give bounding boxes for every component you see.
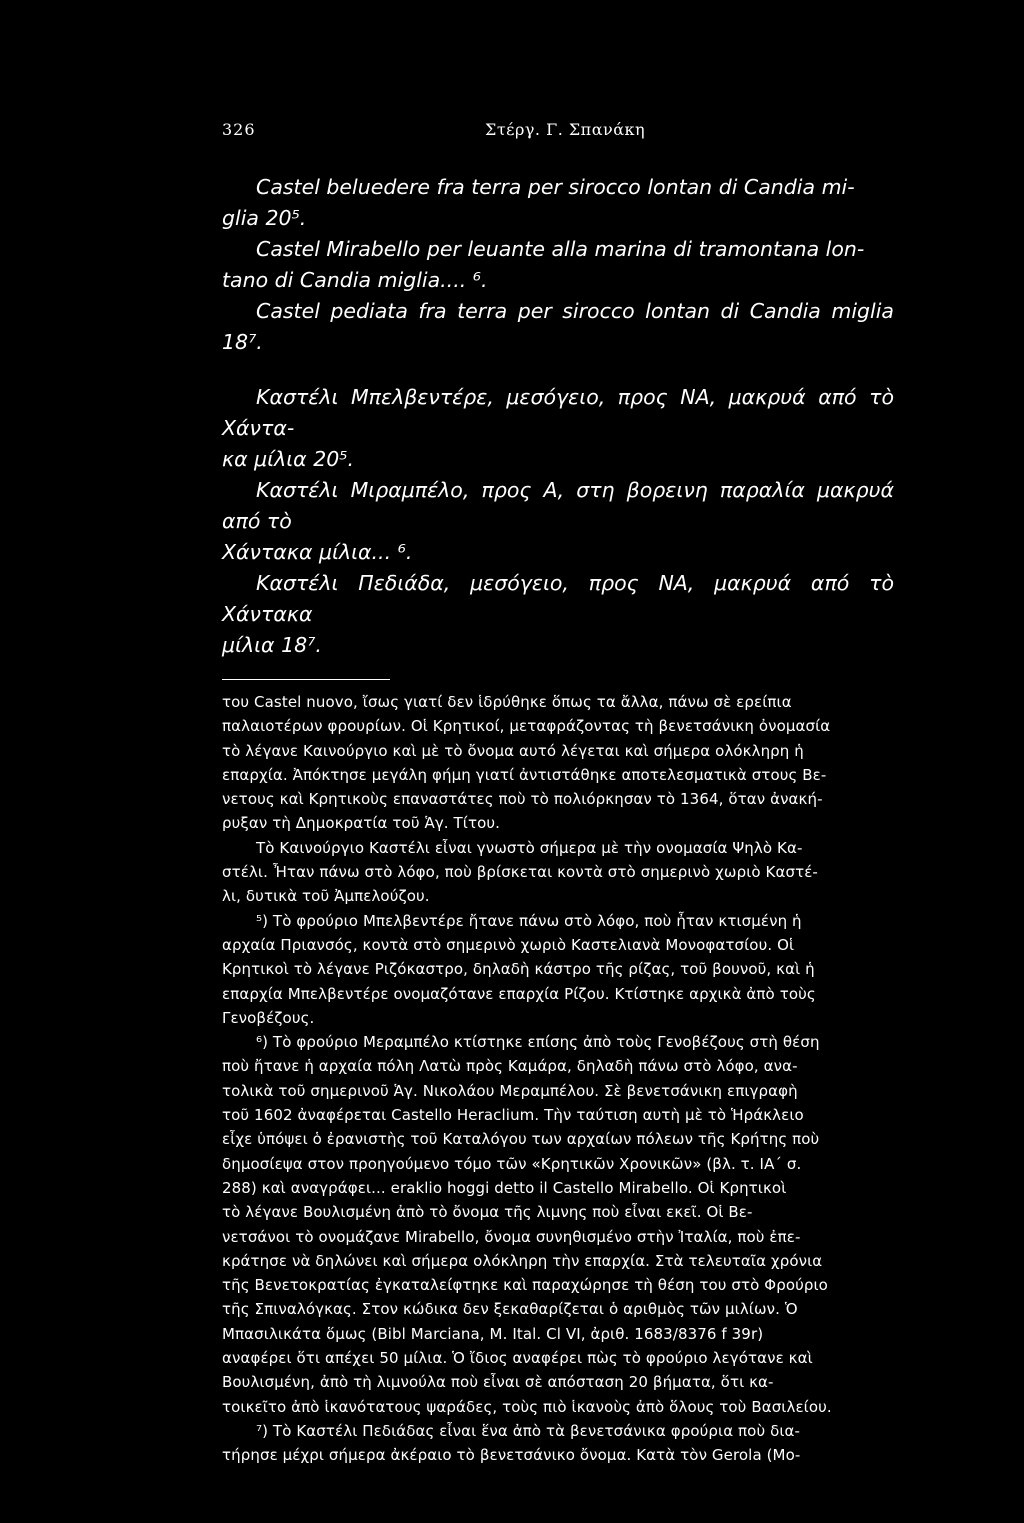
footnote-line: του Castel nuovo, ἴσως γιατί δεν ἱδρύθηκε ὅπως τα ἄλλα, πάνω σὲ ερείπια [222,693,792,711]
greek-line: κα μίλια 20⁵. [222,447,355,471]
footnote-line: Γενοβέζους. [222,1008,315,1027]
footnote-6-line: ⁶) Τὸ φρούριο Μεραμπέλο κτίστηκε επίσης ἀπὸ τοὺς Γενοβέζους στὴ θέση [256,1033,820,1052]
footnote-line: νετσάνοι τὸ ονομάζανε Mirabello, ὄνομα συνηθισμένο στὴν Ἰταλία, ποὺ ἐπε- [222,1227,801,1246]
footnote-line: τῆς Βενετοκρατίας ἐγκαταλείφτηκε καὶ παραχώρησε τὴ θέση του στὸ Φρούριο [222,1276,828,1295]
footnote-line: τολικὰ τοῦ σημερινοῦ Ἁγ. Νικολάου Μεραμπέλου. Σὲ βενετσάνικη επιγραφὴ [222,1081,798,1100]
footnote-line: τὸ λέγανε Καινούργιο καὶ μὲ τὸ ὄνομα αυτό λέγεται καὶ σήμερα ολόκληρη ἡ [222,741,804,760]
footnotes-block [222,690,894,1468]
footnote-line: Βουλισμένη, ἀπὸ τὴ λιμνούλα ποὺ εἶναι σὲ απόσταση 20 βήματα, ὅτι κα- [222,1373,774,1392]
footnote-line: ποὺ ἤτανε ἡ αρχαία πόλη Λατὼ πρὸς Καμάρα, δηλαδὴ πάνω στὸ λόφο, ανα- [222,1057,798,1076]
footnote-line: ρυξαν τὴ Δημοκρατία τοῦ Ἁγ. Τίτου. [222,814,501,833]
footnote-line: Τὸ Καινούργιο Καστέλι εἶναι γνωστὸ σήμερα μὲ τὴν ονομασία Ψηλὸ Κα- [256,838,803,857]
footnote-line: δημοσίεψα στον προηγούμενο τόμο τῶν «Κρητικῶν Χρονικῶν» (βλ. τ. ΙΑ΄ σ. [222,1154,802,1173]
greek-translation-block [222,382,894,661]
footnote-7-line: ⁷) Τὸ Καστέλι Πεδιάδας εἶναι ἕνα ἀπὸ τὰ βενετσάνικα φρούρια ποὺ δια- [256,1421,801,1440]
footnote-line: λι, δυτικὰ τοῦ Ἀμπελούζου. [222,887,430,906]
footnote-line: αρχαία Πριανσός, κοντὰ στὸ σημερινὸ χωριὸ Καστελιανὰ Μονοφατσίου. Οἱ [222,935,795,954]
footnote-line: στέλι. Ἦταν πάνω στὸ λόφο, ποὺ βρίσκεται κοντὰ στὸ σημερινὸ χωριὸ Καστέ- [222,863,818,882]
footnote-line: παλαιοτέρων φρουρίων. Οἱ Κρητικοί, μεταφράζοντας τὴ βενετσάνικη ὀνομασία [222,717,831,736]
footnote-line: 288) καὶ αναγράφει... eraklio hoggi detto il Castello Mirabello. Οἱ Κρητικοὶ [222,1178,787,1197]
footnote-line: Μπασιλικάτα ὅμως (Bibl Marciana, M. Ital. Cl VI, ἀριθ. 1683/8376 f 39r) [222,1324,764,1343]
footnote-line: τοῦ 1602 ἀναφέρεται Castello Heraclium. Τὴν ταύτιση αυτὴ μὲ τὸ Ἡράκλειο [222,1106,804,1125]
page-body [222,172,894,1468]
italian-line: Castel Mirabello per leuante alla marina di tramontana lon- [256,237,865,261]
italian-line: Castel beluedere fra terra per sirocco lontan di Candia mi- [256,175,855,199]
footnote-line: επαρχία Μπελβεντέρε ονομαζότανε επαρχία Ρίζου. Κτίστηκε αρχικὰ ἀπὸ τοὺς [222,984,816,1003]
greek-line: Χάντακα μίλια... ⁶. [222,540,413,564]
footnote-line: τῆς Σπιναλόγκας. Στον κώδικα δεν ξεκαθαρίζεται ὁ αριθμὸς τῶν μιλίων. Ὁ [222,1300,798,1319]
running-head-author: Στέργ. Γ. Σπανάκη [485,120,646,139]
footnote-line: τοικεῖτο ἀπὸ ἱκανότατους ψαράδες, τοὺς πιὸ ἱκανοὺς ἀπὸ ὅλους τοὺ Βασιλείου. [222,1397,832,1416]
footnote-line: Κρητικοὶ τὸ λέγανε Ριζόκαστρο, δηλαδὴ κάστρο τῆς ρίζας, τοῦ βουνοῦ, καὶ ἡ [222,960,815,979]
italian-quote-block [222,172,894,358]
page-number: 326 [222,120,256,139]
footnote-line: τὸ λέγανε Βουλισμένη ἀπὸ τὸ ὄνομα τῆς λιμνης ποὺ εἶναι εκεῖ. Οἱ Βε- [222,1203,753,1222]
footnote-separator [222,679,390,680]
greek-line: Καστέλι Μιραμπέλο, προς Α, στη βορεινη παραλία μακρυά από τὸ [222,478,894,533]
footnote-line: νετους καὶ Κρητικοὺς επαναστάτες ποὺ τὸ πολιόρκησαν τὸ 1364, ὅταν ἀνακή- [222,790,823,809]
greek-line: Καστέλι Μπελβεντέρε, μεσόγειο, προς ΝΑ, μακρυά από τὸ Χάντα- [222,385,894,440]
footnote-line: επαρχία. Ἀπόκτησε μεγάλη φήμη γιατί ἀντιστάθηκε αποτελεσματικὰ στους Βε- [222,765,827,784]
footnote-line: εἶχε ὑπόψει ὁ ἐρανιστὴς τοῦ Καταλόγου των αρχαίων πόλεων τῆς Κρήτης ποὺ [222,1130,820,1149]
italian-line: Castel pediata fra terra per sirocco lontan di Candia miglia 18⁷. [222,299,894,354]
greek-line: Καστέλι Πεδιάδα, μεσόγειο, προς ΝΑ, μακρυά από τὸ Χάντακα [222,571,894,626]
footnote-5-line: ⁵) Τὸ φρούριο Μπελβεντέρε ἤτανε πάνω στὸ λόφο, ποὺ ἦταν κτισμένη ἡ [256,911,802,930]
italian-line: tano di Candia miglia.... ⁶. [222,268,488,292]
footnote-line: αναφέρει ὅτι απέχει 50 μίλια. Ὁ ἴδιος αναφέρει πὼς τὸ φρούριο λεγότανε καὶ [222,1349,813,1368]
italian-line: glia 20⁵. [222,206,307,230]
footnote-line: τήρησε μέχρι σήμερα ἀκέραιο τὸ βενετσάνικο ὄνομα. Κατὰ τὸν Gerola (Μο- [222,1446,801,1465]
footnote-line: κράτησε νὰ δηλώνει καὶ σήμερα ολόκληρη τὴν επαρχία. Στὰ τελευταῖα χρόνια [222,1251,823,1270]
greek-line: μίλια 18⁷. [222,633,322,657]
